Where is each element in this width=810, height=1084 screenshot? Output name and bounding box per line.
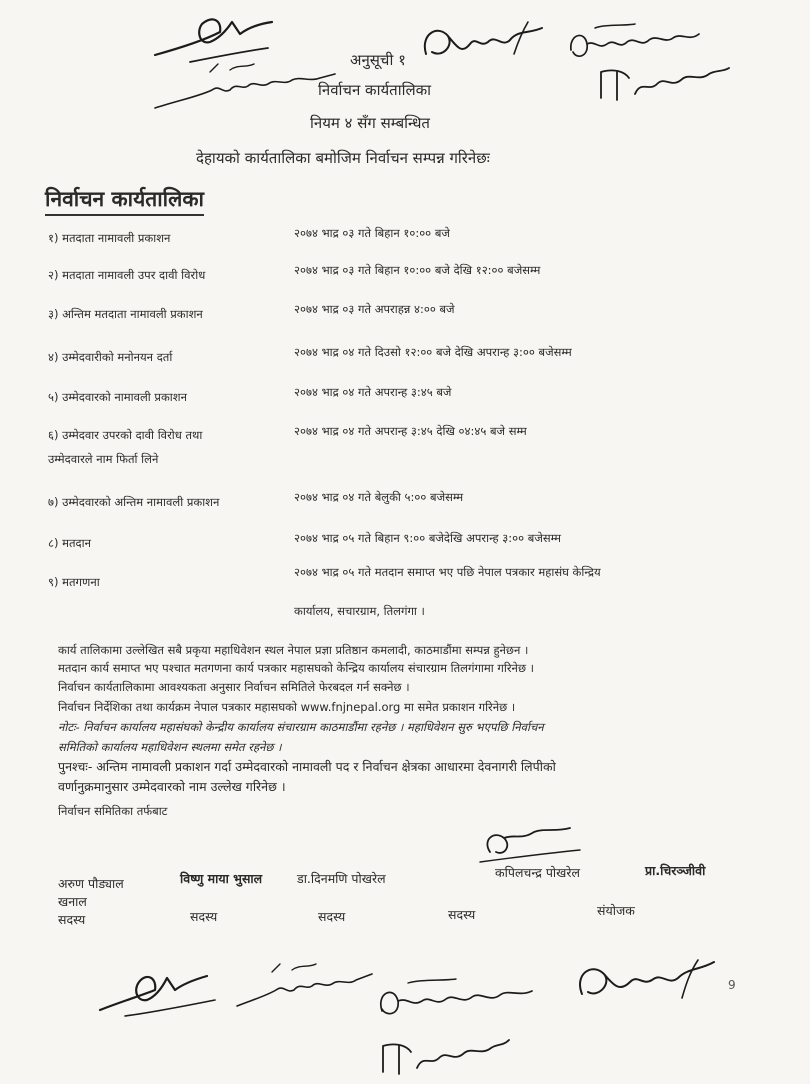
note-line: निर्वाचन कार्यतालिकामा आवश्यकता अनुसार निर्वाचन समितिले फेरबदल गर्न सक्नेछ । xyxy=(58,680,410,694)
note-line-italic: समितिको कार्यालय महाधिवेशन स्थलमा समेत रहनेछ । xyxy=(58,740,282,754)
section-title: निर्वाचन कार्यतालिका xyxy=(45,185,204,216)
signature-top-center xyxy=(418,14,548,74)
schedule-value: २०७४ भाद्र ०४ गते दिउसो १२:०० बजे देखि अपरान्ह ३:०० बजेसम्म xyxy=(294,345,572,359)
signature-bottom-5 xyxy=(375,1030,515,1080)
intro-text: देहायको कार्यतालिका बमोजिम निर्वाचन सम्पन्न गरिनेछः xyxy=(196,149,490,167)
schedule-value: २०७४ भाद्र ०५ गते मतदान समाप्त भए पछि नेपाल पत्रकार महासंघ केन्द्रिय xyxy=(294,565,601,579)
member-name: प्रा.चिरञ्जीवी xyxy=(645,863,706,878)
member-role: संयोजक xyxy=(597,903,635,918)
schedule-label: २) मतदाता नामावली उपर दावी विरोध xyxy=(48,268,206,282)
schedule-label-continued: उम्मेदवारले नाम फिर्ता लिने xyxy=(48,452,159,466)
note-line: निर्वाचन समितिका तर्फबाट xyxy=(58,804,168,818)
schedule-label: ३) अन्तिम मतदाता नामावली प्रकाशन xyxy=(48,307,203,321)
signature-top-right-2 xyxy=(595,58,735,108)
schedule-label: १) मतदाता नामावली प्रकाशन xyxy=(48,231,171,245)
schedule-value: २०७४ भाद्र ०४ गते बेलुकी ५:०० बजेसम्म xyxy=(294,490,464,504)
schedule-value: २०७४ भाद्र ०४ गते अपरान्ह ३:४५ बजे xyxy=(294,385,452,399)
member-role: सदस्य xyxy=(58,912,86,927)
member-name: विष्णु माया भुसाल xyxy=(180,871,263,886)
schedule-value: २०७४ भाद्र ०३ गते बिहान १०:०० बजे xyxy=(294,226,450,240)
signature-member-right xyxy=(460,822,590,867)
signature-bottom-4 xyxy=(572,950,722,1010)
schedule-label: ६) उम्मेदवार उपरको दावी विरोध तथा xyxy=(48,428,203,442)
schedule-value: २०७४ भाद्र ०५ गते बिहान ९:०० बजेदेखि अपरान्ह ३:०० बजेसम्म xyxy=(294,531,561,545)
note-line: पुनश्चः- अन्तिम नामावली प्रकाशन गर्दा उम्मेदवारको नामावली पद र निर्वाचन क्षेत्रका आधारमा देवनागरी लिपीको xyxy=(58,759,556,774)
note-line: वर्णानुक्रमानुसार उम्मेदवारको नाम उल्लेख गरिनेछ । xyxy=(58,779,286,794)
signature-bottom-3 xyxy=(372,975,542,1025)
note-line-italic: नोटः- निर्वाचन कार्यालय महासंघको केन्द्रीय कार्यालय संचारग्राम काठमाडौंमा रहनेछ । महाधिवेशन सुरु भएपछि निर्वाचन xyxy=(58,720,544,734)
schedule-value: २०७४ भाद्र ०३ गते अपराहन्न ४:०० बजे xyxy=(294,302,455,316)
notes-block xyxy=(58,640,748,821)
schedule-label: ८) मतदान xyxy=(48,536,92,550)
member-name: डा.दिनमणि पोखरेल xyxy=(297,871,386,886)
schedule-label: ९) मतगणना xyxy=(48,575,100,589)
signature-bottom-2 xyxy=(232,960,382,1015)
document-title: निर्वाचन कार्यतालिका xyxy=(318,81,432,99)
page-number: 9 xyxy=(728,978,736,992)
schedule-label: ७) उम्मेदवारको अन्तिम नामावली प्रकाशन xyxy=(48,495,220,509)
member-name: कपिलचन्द्र पोखरेल xyxy=(495,865,580,880)
schedule-label: ५) उम्मेदवारको नामावली प्रकाशन xyxy=(48,390,187,404)
member-role: सदस्य xyxy=(190,909,218,924)
rule-reference: नियम ४ सँग सम्बन्धित xyxy=(310,114,430,132)
member-name: अरुण पौड्याल xyxy=(58,876,124,891)
note-line: कार्य तालिकामा उल्लेखित सबै प्रकृया महाधिवेशन स्थल नेपाल प्रज्ञा प्रतिष्ठान कमलादी, काठमाडौंमा सम्पन्न हुनेछन । xyxy=(58,643,529,657)
annex-label: अनुसूची १ xyxy=(350,51,406,69)
schedule-value: २०७४ भाद्र ०४ गते अपरान्ह ३:४५ देखि ०४:४५ बजे सम्म xyxy=(294,424,527,438)
member-name-continued: खनाल xyxy=(58,894,87,909)
note-line: मतदान कार्य समाप्त भए पश्चात मतगणना कार्य पत्रकार महासघको केन्द्रिय कार्यालय संचारग्राम तिलगंगामा गरिनेछ । xyxy=(58,661,535,675)
schedule-value: २०७४ भाद्र ०३ गते बिहान १०:०० बजे देखि १२:०० बजेसम्म xyxy=(294,263,541,277)
member-role: सदस्य xyxy=(448,907,476,922)
member-role: सदस्य xyxy=(318,909,346,924)
schedule-label: ४) उम्मेदवारीको मनोनयन दर्ता xyxy=(48,350,173,364)
note-line: निर्वाचन निर्देशिका तथा कार्यक्रम नेपाल पत्रकार महासघको www.fnjnepal.org मा समेत प्रकाशन गरिनेछ । xyxy=(58,700,516,714)
signature-bottom-1 xyxy=(95,960,225,1020)
schedule-value-continued: कार्यालय, सचारग्राम, तिलगंगा । xyxy=(294,604,425,618)
